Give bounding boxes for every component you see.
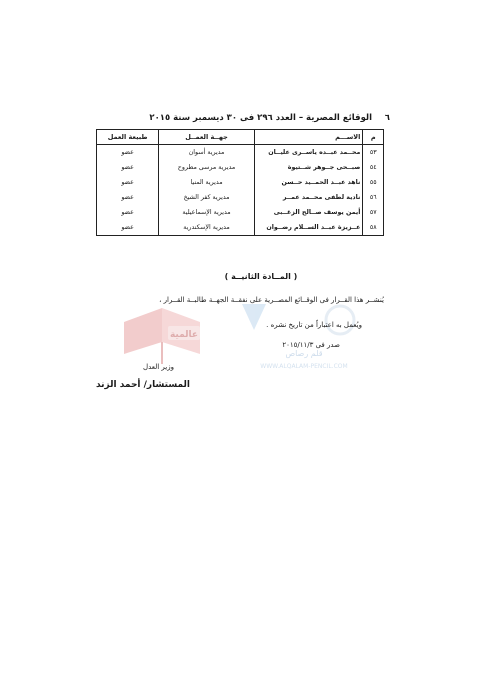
row-work-type: عضو [97, 145, 159, 161]
watermark-url: WWW.ALQALAM-PENCIL.COM [260, 363, 348, 370]
watermark-logo-text: عالمية [169, 330, 199, 340]
row-work-type: عضو [97, 160, 159, 175]
body-line-effective: ويُعمل به اعتباراً من تاريخ نشره . [266, 321, 362, 329]
row-work-type: عضو [97, 190, 159, 205]
row-name: محــمد عبــده ياســرى عليــان [254, 145, 363, 161]
table-row [97, 175, 384, 190]
row-name: أيمن يوسف صــالح الزغــبى [254, 205, 363, 220]
row-work-type: عضو [97, 220, 159, 236]
body-line-publication: يُنشــر هذا القــرار فى الوقــائع المصــرية على نفقــة الجهــة طالبــة القــرار ، [159, 296, 384, 304]
gazette-title: الوقائع المصرية – العدد ٢٩٦ فى ٣٠ ديسمبر سنة ٢٠١٥ [149, 113, 372, 123]
body-line-issued-date: صدر فى ٢٠١٥/١١/٣ [282, 341, 340, 349]
column-header-number: م [363, 130, 384, 145]
row-number: ٥٧ [363, 205, 384, 220]
row-work-type: عضو [97, 205, 159, 220]
table-row [97, 190, 384, 205]
row-name: ناهد عبــد الحمــيد حــسن [254, 175, 363, 190]
row-work-place: مديرية الإسماعيلية [159, 205, 255, 220]
row-work-type: عضو [97, 175, 159, 190]
row-name: نادية لطفى محــمد عمــر [254, 190, 363, 205]
table-header-row [97, 130, 384, 145]
row-number: ٥٥ [363, 175, 384, 190]
table-row [97, 145, 384, 161]
table-row [97, 205, 384, 220]
table-row [97, 160, 384, 175]
row-number: ٥٨ [363, 220, 384, 236]
watermark-book-logo-icon [118, 296, 206, 366]
row-name: صبــحى جــوهر شــتيوة [254, 160, 363, 175]
column-header-work-place: جهــة العمــل [159, 130, 255, 145]
row-work-place: مديرية الإسكندرية [159, 220, 255, 236]
row-name: عــزيزة عبــد الســلام رضــوان [254, 220, 363, 236]
signer-name: المستشار/ أحمد الزند [95, 380, 190, 390]
row-work-place: مديرية أسوان [159, 145, 255, 161]
page-number: ٦ [384, 113, 390, 123]
watermark-site-text: قلم رصاص [285, 349, 323, 358]
table-row [97, 220, 384, 236]
row-work-place: مديرية المنيا [159, 175, 255, 190]
row-number: ٥٤ [363, 160, 384, 175]
watermark-pencil-site [222, 296, 372, 382]
row-work-place: مديرية كفر الشيخ [159, 190, 255, 205]
article-two-heading: ( المــادة الثانيــة ) [224, 272, 298, 281]
committee-members-table [96, 129, 384, 236]
page-header [108, 113, 390, 127]
row-number: ٥٦ [363, 190, 384, 205]
column-header-name: الاســـم [254, 130, 363, 145]
row-number: ٥٣ [363, 145, 384, 161]
row-work-place: مديرية مرسى مطروح [159, 160, 255, 175]
minister-title: وزير العدل [142, 363, 174, 371]
pencil-icon [242, 304, 266, 330]
column-header-work-type: طبيعة العمل [97, 130, 159, 145]
